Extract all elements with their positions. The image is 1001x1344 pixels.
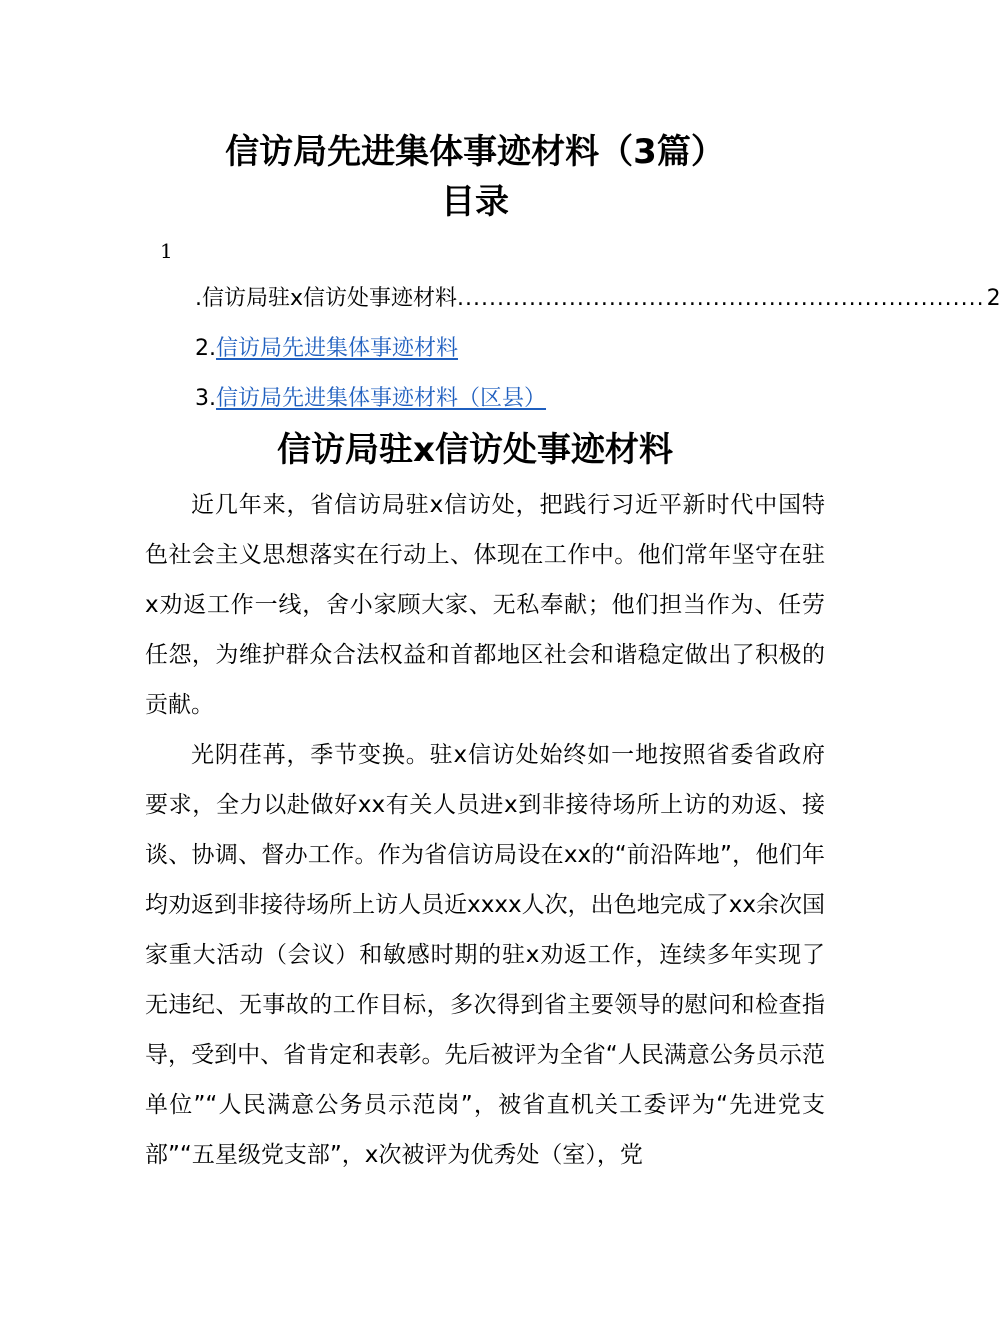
toc-entry-1[interactable] (195, 284, 1001, 314)
toc-entry-3 (195, 384, 815, 414)
toc-entry-2-link[interactable]: 信访局先进集体事迹材料 (216, 336, 459, 361)
toc-entry-2 (195, 334, 815, 364)
section-title: 信访局驻x信访处事迹材料 (277, 430, 673, 470)
paragraph-1: 近几年来，省信访局驻x信访处，把践行习近平新时代中国特色社会主义思想落实在行动上、体现在工作中。他们常年坚守在驻x劝返工作一线，舍小家顾大家、无私奉献；他们担当作为、任劳任怨，为维护群众合法权益和首都地区社会和谐稳定做出了积极的贡献。 (145, 492, 825, 718)
toc-entry-3-number: 3. (195, 386, 216, 411)
toc-entry-1-text: .信访局驻x信访处事迹材料 (195, 286, 458, 311)
toc-entry-1-page: 2 (986, 286, 1001, 311)
document-title: 信访局先进集体事迹材料（3篇） (225, 132, 725, 172)
toc-entry-2-number: 2. (195, 336, 216, 361)
page-marker: 1 (160, 239, 173, 263)
body-text (145, 480, 825, 1180)
toc-entry-3-link[interactable]: 信访局先进集体事迹材料（区县） (216, 386, 547, 411)
paragraph-2: 光阴荏苒，季节变换。驻x信访处始终如一地按照省委省政府要求，全力以赴做好xx有关人员进x到非接待场所上访的劝返、接谈、协调、督办工作。作为省信访局设在xx的“前沿阵地”，他们年均劝返到非接待场所上访人员近xxxx人次，出色地完成了xx余次国家重大活动（会议）和敏感时期的驻x劝返工作，连续多年实现了无违纪、无事故的工作目标，多次得到省主要领导的慰问和检查指导，受到中、省肯定和表彰。先后被评为全省“人民满意公务员示范单位”“人民满意公务员示范岗”，被省直机关工委评为“先进党支部”“五星级党支部”，x次被评为优秀处（室），党 (145, 742, 825, 1168)
toc-heading: 目录 (441, 182, 509, 222)
toc-entry-1-leader: .................................................................. (457, 286, 985, 311)
